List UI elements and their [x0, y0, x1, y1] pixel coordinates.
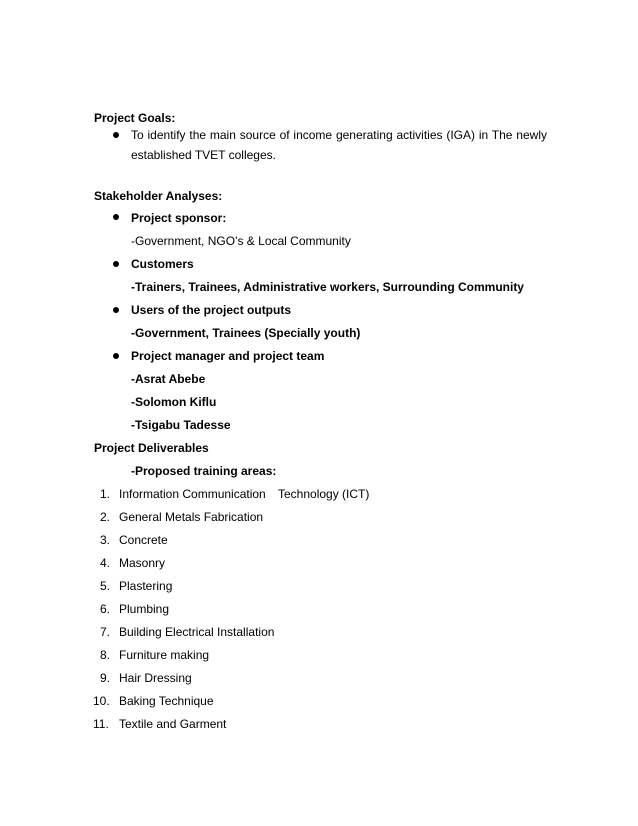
goals-item-line1: To identify the main source of income generating activities (IGA) in The newly [131, 128, 547, 142]
users-label: Users of the project outputs [131, 303, 292, 317]
list-item-number: 10. [93, 694, 110, 708]
sponsor-detail: -Government, NGO’s & Local Community [131, 234, 351, 248]
stakeholder-heading: Stakeholder Analyses: [94, 189, 223, 203]
list-item: General Metals Fabrication [119, 510, 264, 524]
list-item: Baking Technique [119, 694, 214, 708]
list-item-number: 6. [100, 602, 111, 616]
list-item-number: 11. [93, 717, 109, 731]
list-item-number: 2. [100, 510, 111, 524]
bullet-icon [113, 261, 119, 267]
list-item: Concrete [119, 533, 168, 547]
pm-label: Project manager and project team [131, 349, 325, 363]
bullet-icon [113, 353, 119, 359]
list-item: Textile and Garment [119, 717, 227, 731]
list-item-number: 9. [100, 671, 111, 685]
team-member: -Tsigabu Tadesse [131, 418, 231, 432]
list-item: Plastering [119, 579, 173, 593]
customers-detail: -Trainers, Trainees, Administrative workers, Surrounding Community [131, 280, 524, 294]
list-item-number: 3. [100, 533, 111, 547]
list-item-number: 5. [100, 579, 111, 593]
customers-label: Customers [131, 257, 194, 271]
list-item: Plumbing [119, 602, 170, 616]
list-item: Masonry [119, 556, 166, 570]
team-member: -Solomon Kiflu [131, 395, 217, 409]
list-item: Hair Dressing [119, 671, 192, 685]
list-item: Building Electrical Installation [119, 625, 275, 639]
list-item: Furniture making [119, 648, 210, 662]
project-goals-heading: Project Goals: [94, 111, 176, 125]
list-item-number: 7. [100, 625, 111, 639]
list-item-extra: Technology (ICT) [278, 487, 370, 501]
list-item-number: 8. [100, 648, 111, 662]
list-item-number: 1. [100, 487, 111, 501]
bullet-icon [113, 214, 119, 220]
bullet-icon [113, 132, 119, 138]
list-item-number: 4. [100, 556, 111, 570]
list-item: Information Communication [119, 487, 266, 501]
sponsor-label: Project sponsor: [131, 211, 227, 225]
deliverables-heading: Project Deliverables [94, 441, 209, 455]
deliverables-sub: -Proposed training areas: [131, 464, 277, 478]
goals-item-line2: established TVET colleges. [131, 148, 276, 162]
users-detail: -Government, Trainees (Specially youth) [131, 326, 361, 340]
bullet-icon [113, 307, 119, 313]
team-member: -Asrat Abebe [131, 372, 206, 386]
